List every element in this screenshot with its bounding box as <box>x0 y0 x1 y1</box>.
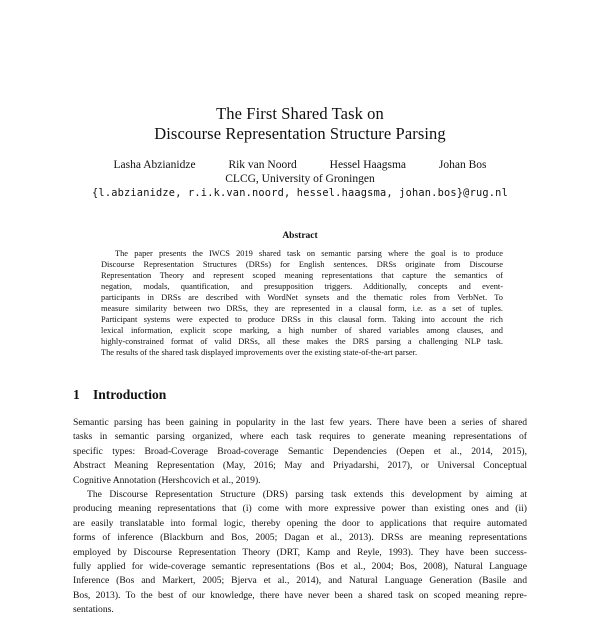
body-line: employed by Discourse Representation Theory (DRT, Kamp and Reyle, 1993). They have been success- <box>73 546 527 558</box>
abstract-line: Representation Theory and represent scoped meaning representations that capture the semantics of <box>101 271 503 280</box>
author-list <box>0 158 600 172</box>
body-line: Bos, 2013). To the best of our knowledge, there have never been a shared task on scoped meaning repre- <box>73 589 527 601</box>
abstract-body <box>101 248 503 358</box>
body-line: Semantic parsing has been gaining in popularity in the last few years. There have been a series of shared <box>73 417 527 428</box>
body-line: fully applied for wide-coverage semantic representations (Bos et al., 2004; Bos, 2008), Natural Language <box>73 560 527 572</box>
author-name: Rik van Noord <box>228 159 297 171</box>
abstract-line: The results of the shared task displayed improvements over the existing state-of-the-art parser. <box>101 348 418 357</box>
body-line: Cognitive Annotation (Hershcovich et al., 2019). <box>73 474 261 486</box>
section-heading <box>73 387 166 403</box>
abstract-line: participants in DRSs are described with WordNet synsets and the thematic roles from VerbNet. To <box>101 293 503 302</box>
body-line: Inference (Bos and Markert, 2005; Bjerva et al., 2014), and Natural Language Generation (Basile and <box>73 575 527 587</box>
author-name: Hessel Haagsma <box>329 159 406 171</box>
body-line: tasks in semantic parsing organized, where each task requires to generate meaning representations of <box>73 431 527 443</box>
abstract-heading: Abstract <box>282 231 318 241</box>
author-emails: {l.abzianidze, r.i.k.van.noord, hessel.haagsma, johan.bos}@rug.nl <box>92 187 508 199</box>
body-line: The Discourse Representation Structure (DRS) parsing task extends this development by aiming at <box>87 488 527 500</box>
author-name: Lasha Abzianidze <box>113 159 196 171</box>
paper-title-line-2: Discourse Representation Structure Parsing <box>154 124 446 143</box>
abstract-line: Participant systems were expected to produce DRSs in this clausal form. Taking into account the rich <box>101 315 503 324</box>
body-line: Abstract Meaning Representation (May, 2016; May and Priyadarshi, 2017), or Universal Conceptual <box>73 460 527 472</box>
abstract-line: The paper presents the IWCS 2019 shared task on semantic parsing where the goal is to produce <box>115 249 503 258</box>
section-body <box>73 416 527 617</box>
abstract-line: negation, modals, quantification, and presupposition triggers. Additionally, concepts and event- <box>101 282 503 291</box>
body-line: forms of inference (Blackburn and Bos, 2005; Dagan et al., 2013). DRSs are meaning representations <box>73 532 527 544</box>
section-title: Introduction <box>93 387 167 402</box>
body-line: sentations. <box>73 604 114 616</box>
affiliation: CLCG, University of Groningen <box>225 173 375 185</box>
section-number: 1 <box>73 387 80 402</box>
author-name: Johan Bos <box>438 159 487 171</box>
abstract-line: measure similarity between two DRSs, they are represented in a clausal form, i.e. as a set of tuples. <box>101 304 503 313</box>
body-line: are easily translatable into formal logic, thereby opening the door to applications that require automated <box>73 517 527 529</box>
body-line: producing meaning representations that (i) come with more expressive power than existing ones and (ii) <box>73 503 527 515</box>
abstract-line: Discourse Representation Structures (DRSs) for English sentences. DRSs originate from Discourse <box>101 260 503 269</box>
body-line: specific types: Broad-Coverage Broad-coverage Semantic Dependencies (Oepen et al., 2014, 2015), <box>73 445 527 457</box>
abstract-line: highly-constrained format of valid DRSs, all these makes the DRS parsing a challenging NLP task. <box>101 337 503 346</box>
abstract-line: lexical information, explicit scope marking, a high number of shared variables among clauses, and <box>101 326 503 335</box>
paper-title-line-1: The First Shared Task on <box>216 104 384 123</box>
